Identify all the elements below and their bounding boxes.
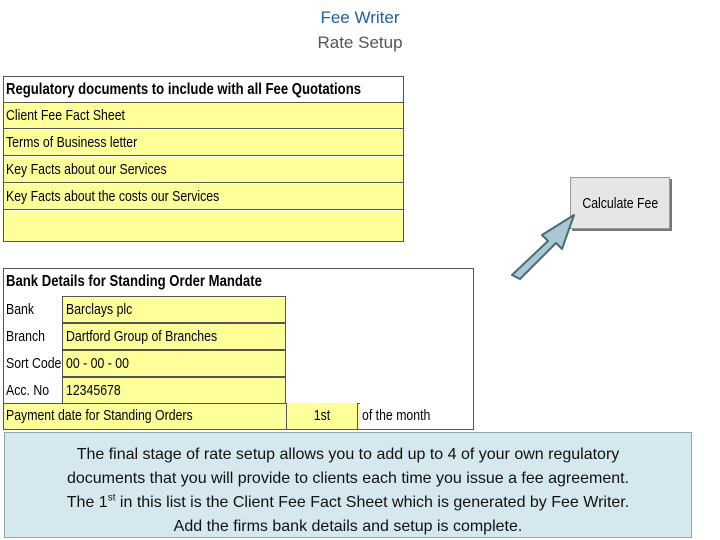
app-title: Fee Writer bbox=[320, 8, 400, 27]
pointer-arrow-icon bbox=[500, 205, 590, 285]
account-number-label: Acc. No bbox=[6, 382, 50, 399]
payment-day-field[interactable]: 1st bbox=[286, 403, 358, 429]
payment-suffix: of the month bbox=[360, 403, 473, 429]
description-line-3: The 1st in this list is the Client Fee Fact Sheet which is generated by Fee Writer. bbox=[66, 492, 630, 511]
page-subtitle: Rate Setup bbox=[317, 33, 403, 52]
regulatory-heading: Regulatory documents to include with all Fee Quotations bbox=[4, 77, 403, 103]
regulatory-item-2[interactable]: Terms of Business letter bbox=[4, 130, 403, 156]
branch-label: Branch bbox=[6, 328, 45, 345]
bank-field[interactable]: Barclays plc bbox=[62, 296, 286, 323]
description-callout bbox=[4, 432, 692, 538]
account-number-field[interactable]: 12345678 bbox=[62, 377, 286, 404]
regulatory-item-1[interactable]: Client Fee Fact Sheet bbox=[4, 103, 403, 129]
description-line-2: documents that you will provide to clients each time you issue a fee agreement. bbox=[66, 470, 630, 487]
bank-label: Bank bbox=[6, 301, 35, 318]
regulatory-item-3[interactable]: Key Facts about our Services bbox=[4, 157, 403, 183]
bank-details-panel bbox=[3, 268, 474, 430]
bank-heading: Bank Details for Standing Order Mandate bbox=[6, 273, 262, 290]
regulatory-item-4[interactable]: Key Facts about the costs our Services bbox=[4, 184, 403, 210]
branch-field[interactable]: Dartford Group of Branches bbox=[62, 323, 286, 350]
calculate-fee-button[interactable]: Calculate Fee bbox=[570, 177, 670, 229]
description-line-1: The final stage of rate setup allows you to add up to 4 of your own regulatory bbox=[76, 446, 620, 463]
regulatory-documents-panel bbox=[3, 76, 404, 242]
payment-date-label: Payment date for Standing Orders bbox=[6, 407, 193, 424]
regulatory-item-empty[interactable] bbox=[4, 211, 403, 241]
sort-code-label: Sort Code bbox=[6, 355, 62, 372]
description-line-4: Add the firms bank details and setup is complete. bbox=[173, 518, 523, 535]
sort-code-field[interactable]: 00 - 00 - 00 bbox=[62, 350, 286, 377]
